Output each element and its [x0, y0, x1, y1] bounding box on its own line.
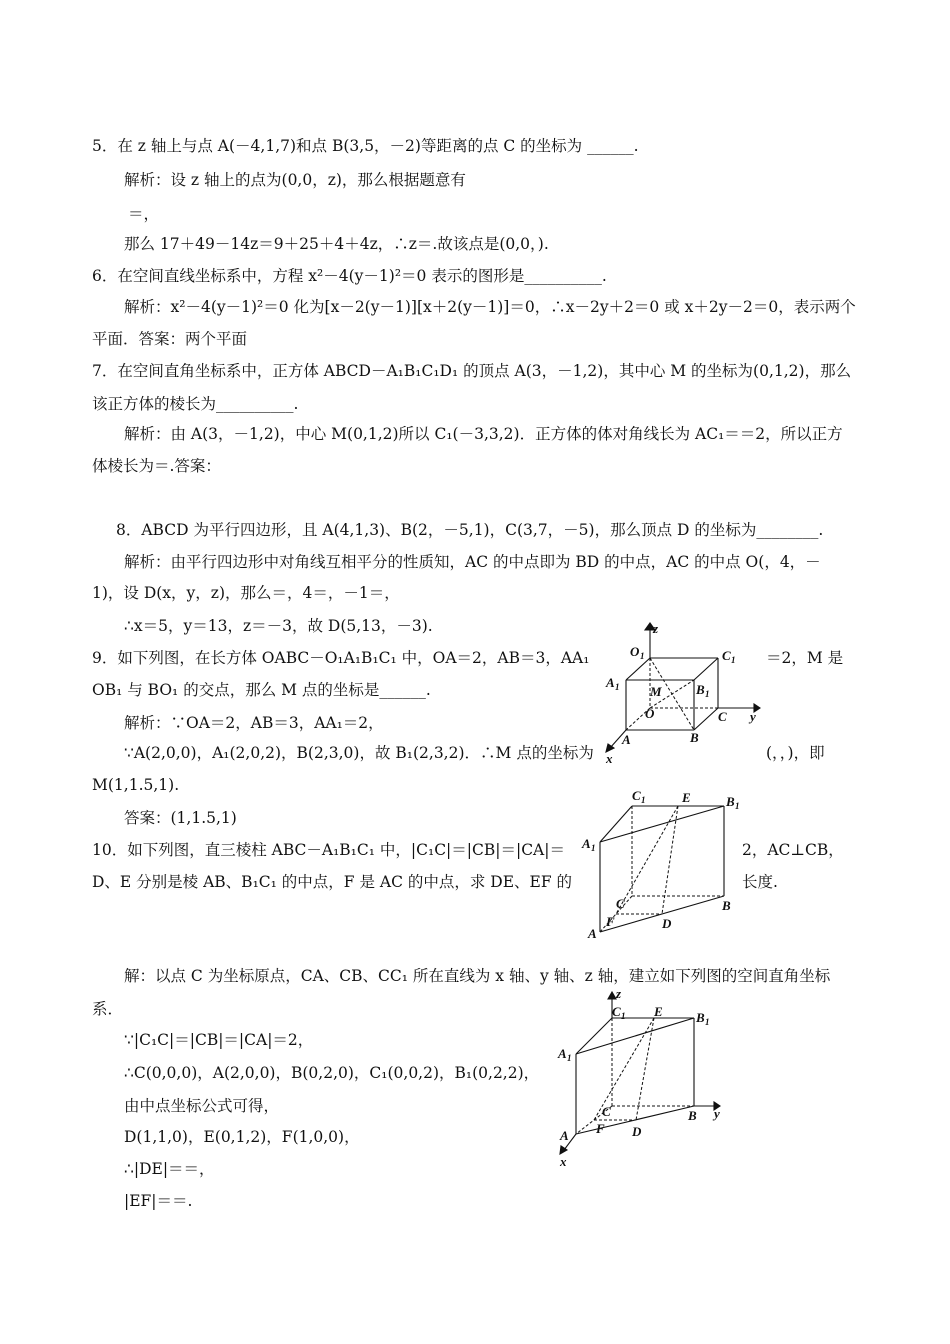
fig11-sub-b1: 1 [705, 1017, 710, 1027]
fig9-label-c1: C [722, 648, 731, 663]
fig9-label-a1: A [606, 675, 615, 690]
fig11-sub-a1: 1 [567, 1053, 572, 1063]
q10-solution-line8: |EF|＝＝. [124, 1192, 193, 1210]
q10-stem-line1-end: 2，AC⊥CB， [742, 841, 844, 859]
q5-stem: 5．在 z 轴上与点 A(－4,1,7)和点 B(3,5，－2)等距离的点 C 的坐标为 ______. [92, 137, 639, 155]
q9-stem-line1-end: ＝2，M 是 [766, 649, 844, 667]
q10-solution-line5: 由中点坐标公式可得， [124, 1097, 280, 1115]
fig9-label-z: z [653, 621, 659, 636]
q8-stem: 8．ABCD 为平行四边形，且 A(4,1,3)、B(2，－5,1)，C(3,7，－5)，那么顶点 D 的坐标为________. [116, 521, 824, 539]
fig10-sub-b1: 1 [735, 801, 740, 811]
prism-diagram [578, 786, 748, 944]
q9-solution-line1: 解析：∵OA＝2，AB＝3，AA₁＝2， [124, 714, 384, 732]
fig9-label-x: x [606, 751, 613, 765]
fig9-label-o1: O [630, 644, 640, 659]
q7-stem-line2: 该正方体的棱长为__________. [92, 395, 299, 413]
fig9-sub-o1: 1 [640, 651, 645, 661]
q9-solution-line2-end: (，，)，即 [766, 744, 825, 762]
q10-stem-line1: 10．如下列图，直三棱柱 ABC－A₁B₁C₁ 中，|C₁C|＝|CB|＝|CA|＝ [92, 841, 565, 859]
q9-answer: 答案：(1,1.5,1) [124, 809, 237, 827]
q6-stem: 6．在空间直线坐标系中，方程 x²－4(y－1)²＝0 表示的图形是__________. [92, 267, 607, 285]
fig10-label-c: C [616, 896, 625, 911]
fig11-label-b: B [688, 1108, 697, 1123]
fig11-label-z: z [616, 988, 622, 1001]
q9-stem-line2: OB₁ 与 BO₁ 的交点，那么 M 点的坐标是______. [92, 681, 431, 699]
q10-solution-line6: D(1,1,0)，E(0,1,2)，F(1,0,0)， [124, 1128, 360, 1146]
q10-solution-line2: 系． [92, 1000, 124, 1018]
q7-solution-line1: 解析：由 A(3，－1,2)，中心 M(0,1,2)所以 C₁(－3,3,2)．正方体的体对角线长为 AC₁＝＝2，所以正方 [124, 425, 843, 443]
q6-solution-line2: 平面．答案：两个平面 [92, 330, 248, 348]
fig9-sub-c1: 1 [731, 655, 736, 665]
fig11-label-b1: B [696, 1010, 705, 1025]
fig9-label-c: C [718, 709, 727, 724]
fig9-label-y: y [750, 709, 756, 724]
fig9-label-b1: B [696, 682, 705, 697]
q10-stem-line2-end: 长度. [742, 873, 778, 891]
fig9-label-m: M [650, 684, 662, 699]
fig9-sub-a1: 1 [615, 682, 620, 692]
fig9-label-a: A [622, 732, 631, 747]
cuboid-diagram [598, 620, 768, 765]
q7-stem-line1: 7．在空间直角坐标系中，正方体 ABCD－A₁B₁C₁D₁ 的顶点 A(3，－1,2)，其中心 M 的坐标为(0,1,2)，那么 [92, 362, 852, 380]
fig10-sub-c1: 1 [641, 795, 646, 805]
cuboid-figure [598, 620, 768, 765]
q6-solution-line1: 解析：x²－4(y－1)²＝0 化为[x－2(y－1)][x＋2(y－1)]＝0，∴x－2y＋2＝0 或 x＋2y－2＝0，表示两个 [124, 298, 856, 316]
fig11-label-a1: A [558, 1046, 567, 1061]
fig10-label-c1: C [632, 788, 641, 803]
q9-stem-line1: 9．如下列图，在长方体 OABC－O₁A₁B₁C₁ 中，OA＝2，AB＝3，AA₁ [92, 649, 590, 667]
fig9-sub-b1: 1 [705, 689, 710, 699]
q8-solution-line2: 1)，设 D(x，y，z)，那么＝，4＝，－1＝， [92, 584, 400, 602]
q8-solution-line3: ∴x＝5，y＝13，z＝－3，故 D(5,13，－3). [124, 617, 433, 635]
q5-solution-line1: 解析：设 z 轴上的点为(0,0，z)，那么根据题意有 [124, 171, 466, 189]
q8-solution-line1: 解析：由平行四边形中对角线互相平分的性质知，AC 的中点即为 BD 的中点，AC 的中点 O(，4，－ [124, 553, 821, 571]
fig9-label-o: O [645, 706, 655, 721]
q5-solution-line2: ＝， [128, 205, 160, 223]
fig11-label-y: y [714, 1106, 720, 1121]
fig10-label-b: B [722, 898, 731, 913]
fig11-label-a: A [560, 1128, 569, 1143]
fig11-label-e: E [654, 1004, 663, 1019]
fig10-label-d: D [662, 916, 672, 931]
prism-axes-figure [556, 988, 736, 1170]
q9-solution-line3: M(1,1.5,1). [92, 776, 180, 794]
q10-solution-line1: 解：以点 C 为坐标原点，CA、CB、CC₁ 所在直线为 x 轴、y 轴、z 轴，建立如下列图的空间直角坐标 [124, 967, 831, 985]
fig9-label-b: B [690, 730, 699, 745]
q10-stem-line2: D、E 分别是棱 AB、B₁C₁ 的中点，F 是 AC 的中点，求 DE、EF 的 [92, 873, 573, 891]
fig11-label-d: D [632, 1124, 642, 1139]
fig10-label-a: A [588, 926, 597, 941]
fig11-label-c1: C [612, 1004, 621, 1019]
q10-solution-line4: ∴C(0,0,0)，A(2,0,0)，B(0,2,0)，C₁(0,0,2)，B₁(0,2,2)， [124, 1064, 540, 1082]
q7-solution-line2: 体棱长为＝.答案： [92, 457, 221, 475]
fig11-label-f: F [596, 1121, 605, 1136]
q10-solution-line7: ∴|DE|＝＝， [124, 1160, 215, 1178]
q5-solution-line3: 那么 17＋49－14z＝9＋25＋4＋4z，∴z＝.故该点是(0,0，). [124, 235, 549, 253]
fig10-label-f: F [606, 914, 615, 929]
fig11-sub-c1: 1 [621, 1011, 626, 1021]
fig10-label-b1: B [726, 794, 735, 809]
q9-solution-line2: ∵A(2,0,0)，A₁(2,0,2)，B(2,3,0)，故 B₁(2,3,2)．∴M 点的坐标为 [124, 744, 594, 762]
prism-axes-diagram [556, 988, 736, 1170]
prism-figure [578, 786, 748, 944]
q10-solution-line3: ∵|C₁C|＝|CB|＝|CA|＝2， [124, 1031, 314, 1049]
fig10-label-e: E [682, 790, 691, 805]
fig10-sub-a1: 1 [591, 843, 596, 853]
fig11-label-x: x [560, 1154, 567, 1169]
fig11-label-c: C [602, 1104, 611, 1119]
fig10-label-a1: A [582, 836, 591, 851]
